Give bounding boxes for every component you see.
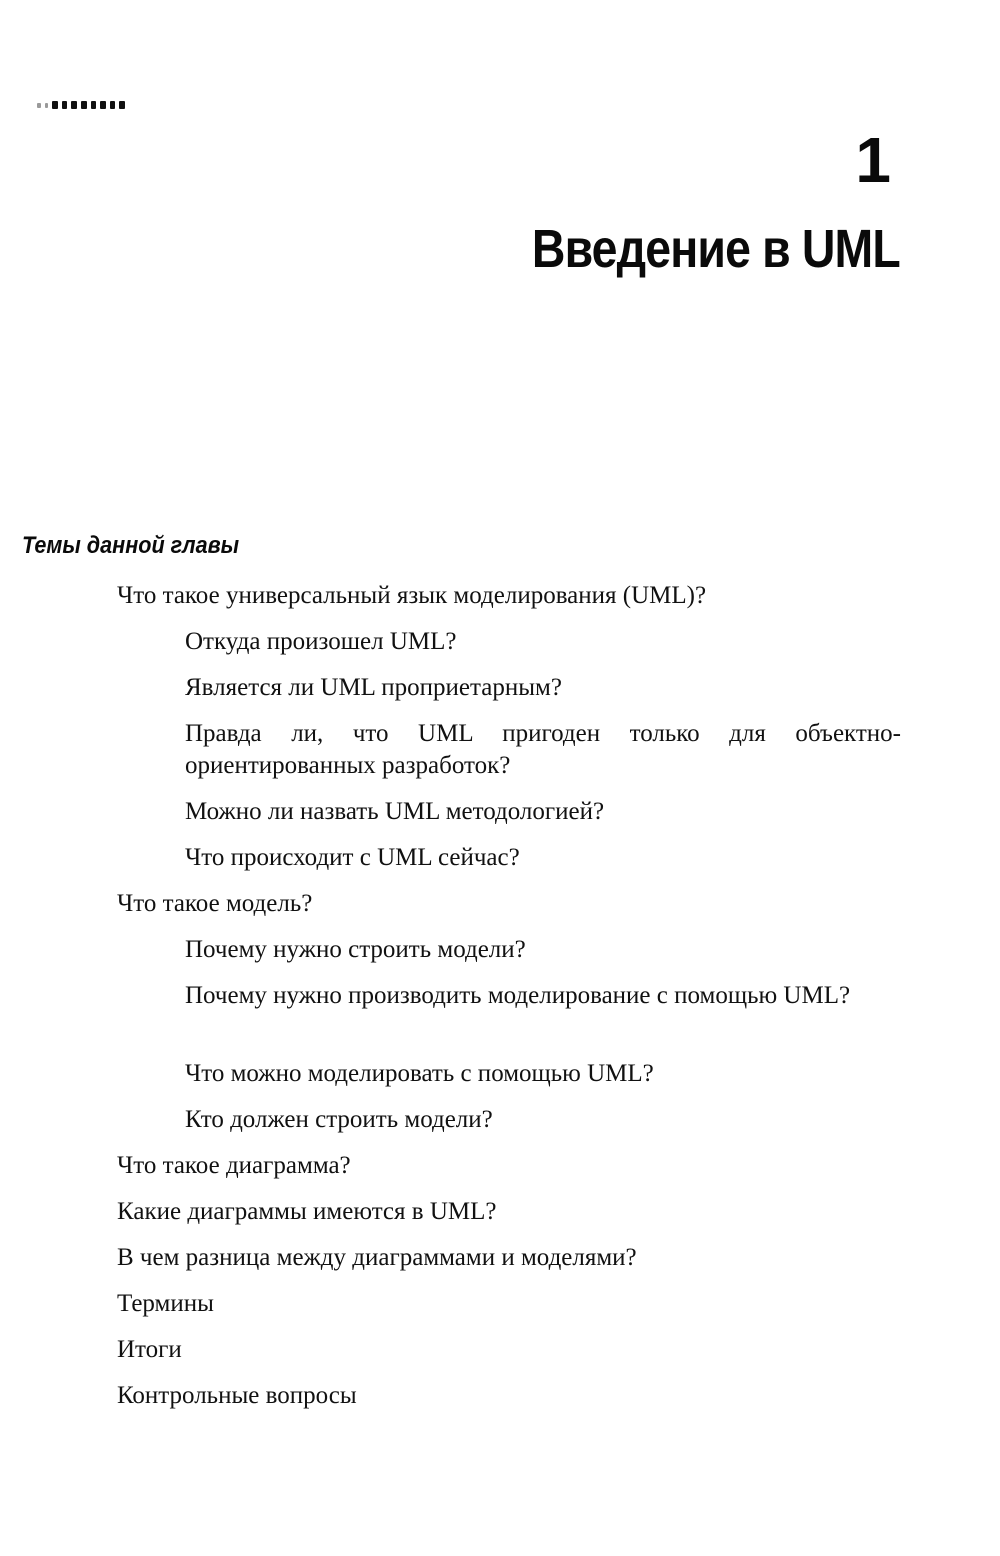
topic-subitem: Что происходит с UML сейчас? — [185, 844, 520, 871]
topic-item: Что такое универсальный язык моделирования (UML)? — [117, 582, 707, 609]
topic-subitem: Является ли UML проприетарным? — [185, 674, 562, 701]
topic-item: Что такое диаграмма? — [117, 1152, 351, 1179]
topic-subitem: Кто должен строить модели? — [185, 1106, 493, 1133]
topic-subitem: Откуда произошел UML? — [185, 628, 457, 655]
chapter-title: Введение в UML — [532, 219, 900, 279]
topic-item: Что такое модель? — [117, 890, 313, 917]
topic-subitem: Почему нужно производить моделирование с помощью UML? — [185, 982, 851, 1009]
topics-heading: Темы данной главы — [22, 532, 240, 559]
topic-subitem: Можно ли назвать UML методологией? — [185, 798, 605, 825]
topic-item: Контрольные вопросы — [117, 1382, 357, 1409]
topic-item: В чем разница между диаграммами и моделями? — [117, 1244, 637, 1271]
topic-item: Термины — [117, 1290, 214, 1317]
topic-item: Итоги — [117, 1336, 182, 1363]
topic-item: Какие диаграммы имеются в UML? — [117, 1198, 497, 1225]
topic-subitem: Что можно моделировать с помощью UML? — [185, 1060, 654, 1087]
topic-subitem: Правда ли, что UML пригоден только для объектно-ориентированных разработок? — [185, 720, 901, 779]
chapter-number: 1 — [855, 124, 890, 196]
topic-subitem: Почему нужно строить модели? — [185, 936, 526, 963]
